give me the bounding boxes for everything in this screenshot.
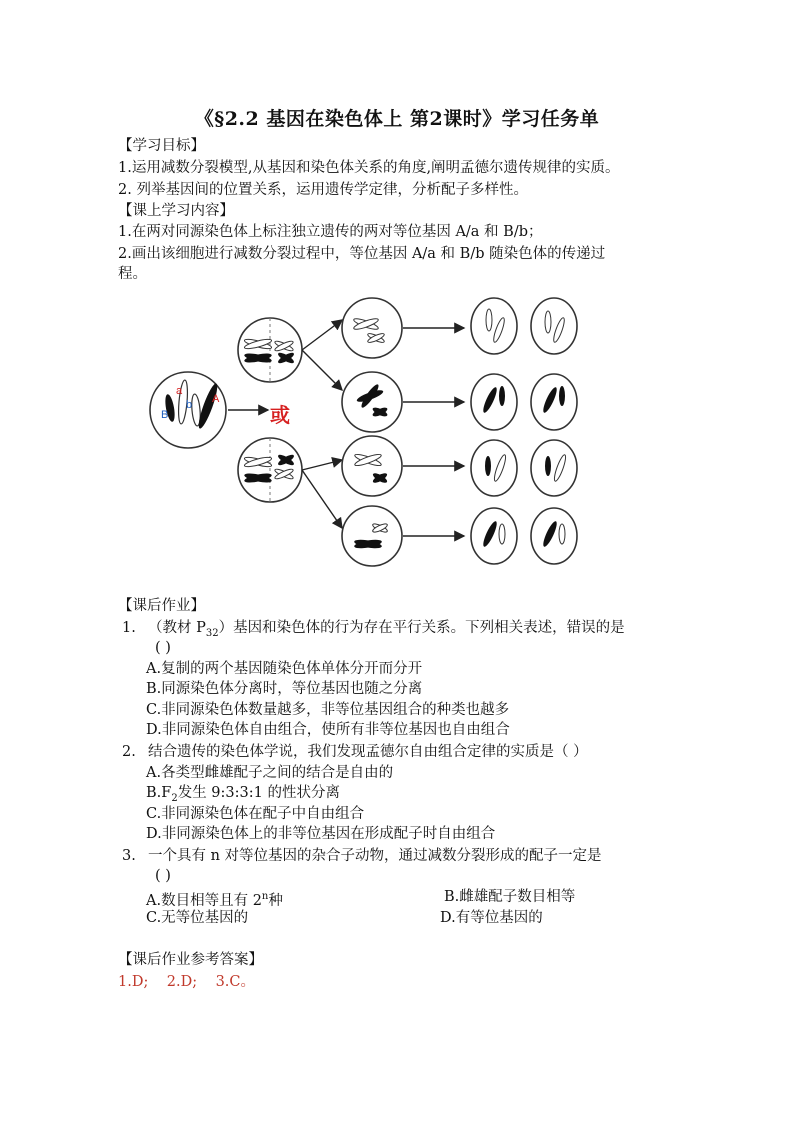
gamete-2b: [531, 374, 577, 430]
q3-option-b: B.雌雄配子数目相等: [444, 889, 576, 905]
q1-stem: （教材 $P_{32}$）基因和染色体的行为存在平行关系。下列相关表述，错误的是: [148, 620, 625, 639]
gamete-4b: [531, 508, 577, 564]
or-label: 或: [270, 403, 290, 427]
q3-paren: ( ): [155, 868, 171, 884]
q3-stem: 一个具有 n 对等位基因的杂合子动物，通过减数分裂形成的配子一定是: [148, 848, 602, 864]
q1-option-d: D.非同源染色体自由组合，使所有非等位基因也自由组合: [146, 722, 510, 738]
class-item-2: 2.画出该细胞进行减数分裂过程中，等位基因 A/a 和 B/b 随染色体的传递过: [118, 246, 606, 262]
gamete-1b: [531, 298, 577, 354]
homework-heading: 【课后作业】: [118, 598, 205, 614]
class-item-2-cont: 程。: [118, 266, 147, 282]
goal-1: 1.运用减数分裂模型,从基因和染色体关系的角度,阐明孟德尔遗传规律的实质。: [118, 160, 620, 176]
answers-text: 1.D; 2.D; 3.C。: [118, 974, 255, 990]
q3-option-c: C.无等位基因的: [146, 910, 249, 926]
metaphase-cell-bottom: [238, 438, 302, 502]
q3-option-d: D.有等位基因的: [440, 910, 543, 926]
q2-stem: 结合遗传的染色体学说，我们发现孟德尔自由组合定律的实质是（ ）: [148, 744, 588, 760]
q2-option-b: $B.F_2$发生 9:3:3:1 的性状分离: [146, 785, 340, 804]
q2-option-a: A.各类型雌雄配子之间的结合是自由的: [146, 765, 394, 781]
meiosis-ii-cell-1: [342, 298, 402, 358]
q1-option-b: B.同源染色体分离时，等位基因也随之分离: [146, 681, 423, 697]
gamete-2a: [471, 374, 517, 430]
q3-option-a: A.数目相等且有 2$^n$种: [146, 891, 283, 909]
gene-label-b: b: [186, 399, 193, 411]
q1-paren: ( ): [155, 640, 171, 656]
page-title: 《§2.2 基因在染色体上 第2课时》学习任务单: [194, 108, 600, 130]
gene-label-a: a: [176, 385, 183, 397]
meiosis-ii-cell-2: [342, 372, 402, 432]
q2-number: 2.: [122, 744, 136, 760]
parent-cell: [150, 372, 226, 448]
gamete-3b: [531, 440, 577, 496]
gamete-3a: [471, 440, 517, 496]
goal-2: 2. 列举基因间的位置关系，运用遗传学定律，分析配子多样性。: [118, 182, 528, 198]
metaphase-cell-top: [238, 318, 302, 382]
q2-option-d: D.非同源染色体上的非等位基因在形成配子时自由组合: [146, 826, 496, 842]
meiosis-ii-cell-4: [342, 506, 402, 566]
q3-number: 3.: [122, 848, 136, 864]
q1-option-a: A.复制的两个基因随染色体单体分开而分开: [146, 661, 423, 677]
class-heading: 【课上学习内容】: [118, 203, 234, 219]
class-item-1: 1.在两对同源染色体上标注独立遗传的两对等位基因 A/a 和 B/b；: [118, 224, 543, 240]
gene-label-A: A: [212, 393, 220, 405]
meiosis-diagram: [140, 290, 600, 590]
q1-number: 1.: [122, 620, 136, 636]
q2-option-c: C.非同源染色体在配子中自由组合: [146, 806, 365, 822]
q1-option-c: C.非同源染色体数量越多，非等位基因组合的种类也越多: [146, 702, 510, 718]
goals-heading: 【学习目标】: [118, 138, 205, 154]
meiosis-ii-cell-3: [342, 436, 402, 496]
answers-heading: 【课后作业参考答案】: [118, 952, 263, 968]
gamete-1a: [471, 298, 517, 354]
gamete-4a: [471, 508, 517, 564]
gene-label-B: B: [161, 409, 169, 421]
